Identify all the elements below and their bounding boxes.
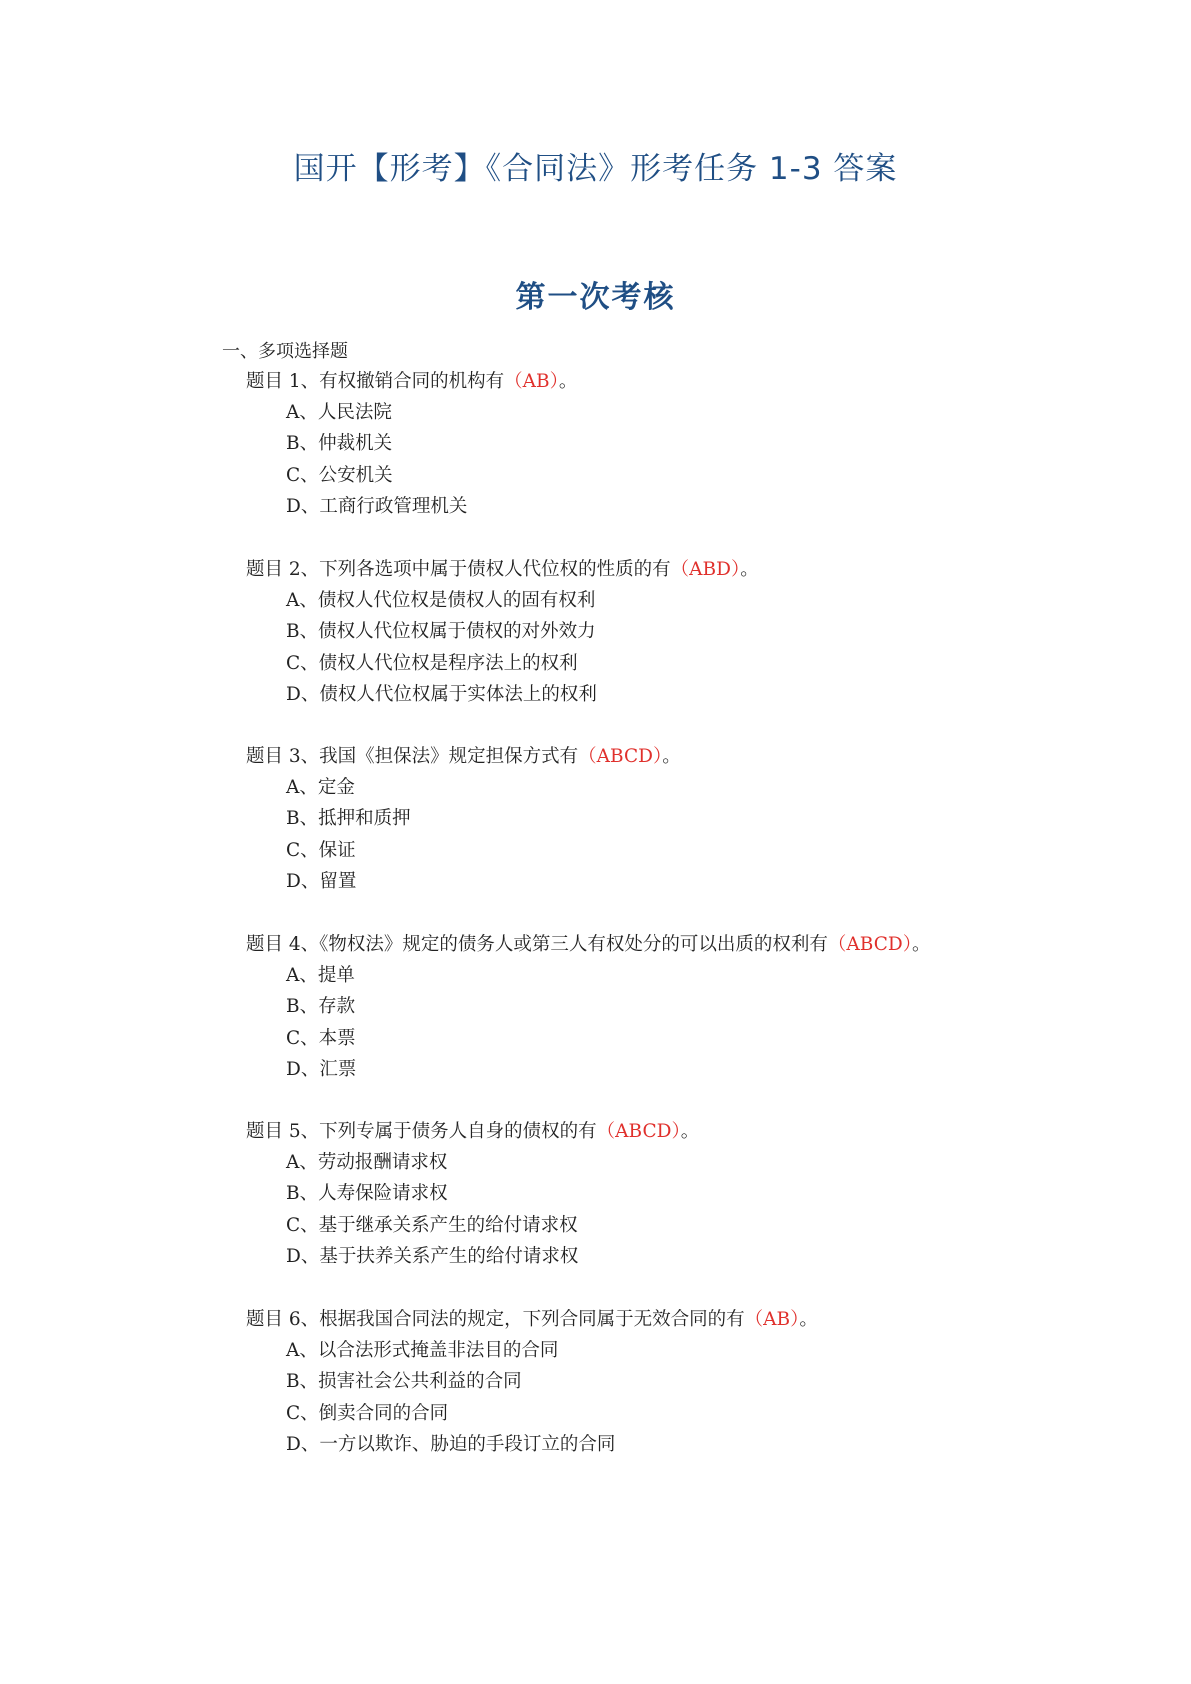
question-answer: （ABCD） [596,1121,681,1142]
option-a: A、定金 [286,777,355,798]
option-c: C、债权人代位权是程序法上的权利 [286,652,578,674]
question-end: 。 [680,1121,700,1142]
option-c: C、本票 [286,1027,356,1049]
option-d: D、汇票 [286,1058,357,1080]
option-b: B、仲裁机关 [286,433,393,455]
part-heading: 一、多项选择题 [222,341,348,362]
option-d: D、工商行政管理机关 [286,495,468,517]
question-answer: （AB） [504,371,559,392]
option-c: C、基于继承关系产生的给付请求权 [286,1214,578,1236]
question-stem [246,366,1146,397]
question-end: 。 [799,1309,818,1330]
question-text: 题目 6、根据我国合同法的规定，下列合同属于无效合同的有 [246,1309,745,1330]
question-end: 。 [740,559,759,580]
option-c: C、保证 [286,839,356,861]
option-b: B、存款 [286,996,356,1018]
section-title: 第一次考核 [515,280,676,315]
question-text: 题目 4、《物权法》规定的债务人或第三人有权处分的可以出质的权利有 [246,934,828,955]
option-b: B、抵押和质押 [286,808,411,830]
option-b: B、损害社会公共利益的合同 [286,1371,522,1393]
question-text: 题目 2、下列各选项中属于债权人代位权的性质的有 [246,559,671,580]
option-d: D、一方以欺诈、胁迫的手段订立的合同 [286,1433,616,1455]
option-a: A、人民法院 [286,402,392,423]
option-b: B、人寿保险请求权 [286,1183,448,1205]
question-stem [246,929,1146,960]
question-stem [246,1116,1146,1147]
option-a: A、债权人代位权是债权人的固有权利 [286,590,596,611]
question-2 [246,554,1146,710]
question-4 [246,929,1146,1085]
option-c: C、公安机关 [286,464,393,486]
question-1 [246,366,1146,522]
option-a: A、以合法形式掩盖非法目的合同 [286,1340,559,1361]
question-6 [246,1304,1146,1460]
question-5 [246,1116,1146,1272]
question-answer: （AB） [744,1309,800,1330]
option-d: D、基于扶养关系产生的给付请求权 [286,1245,579,1267]
question-text: 题目 3、我国《担保法》规定担保方式有 [246,746,579,767]
option-a: A、劳动报酬请求权 [286,1152,448,1173]
document-title: 国开【形考】《合同法》形考任务 1-3 答案 [293,151,898,187]
question-3 [246,741,1146,897]
option-b: B、债权人代位权属于债权的对外效力 [286,621,596,643]
question-end: 。 [558,371,578,392]
question-end: 。 [911,934,931,955]
question-answer: （ABD） [670,559,741,580]
option-a: A、提单 [286,965,355,986]
question-stem [246,1304,1146,1335]
option-c: C、倒卖合同的合同 [286,1402,449,1424]
question-end: 。 [662,746,681,767]
question-stem [246,741,1146,772]
question-text: 题目 5、下列专属于债务人自身的债权的有 [246,1121,597,1142]
question-answer: （ABCD） [827,934,912,955]
question-answer: （ABCD） [578,746,663,767]
question-text: 题目 1、有权撤销合同的机构有 [246,371,505,392]
option-d: D、留置 [286,870,357,892]
question-stem [246,554,1146,585]
option-d: D、债权人代位权属于实体法上的权利 [286,683,597,705]
